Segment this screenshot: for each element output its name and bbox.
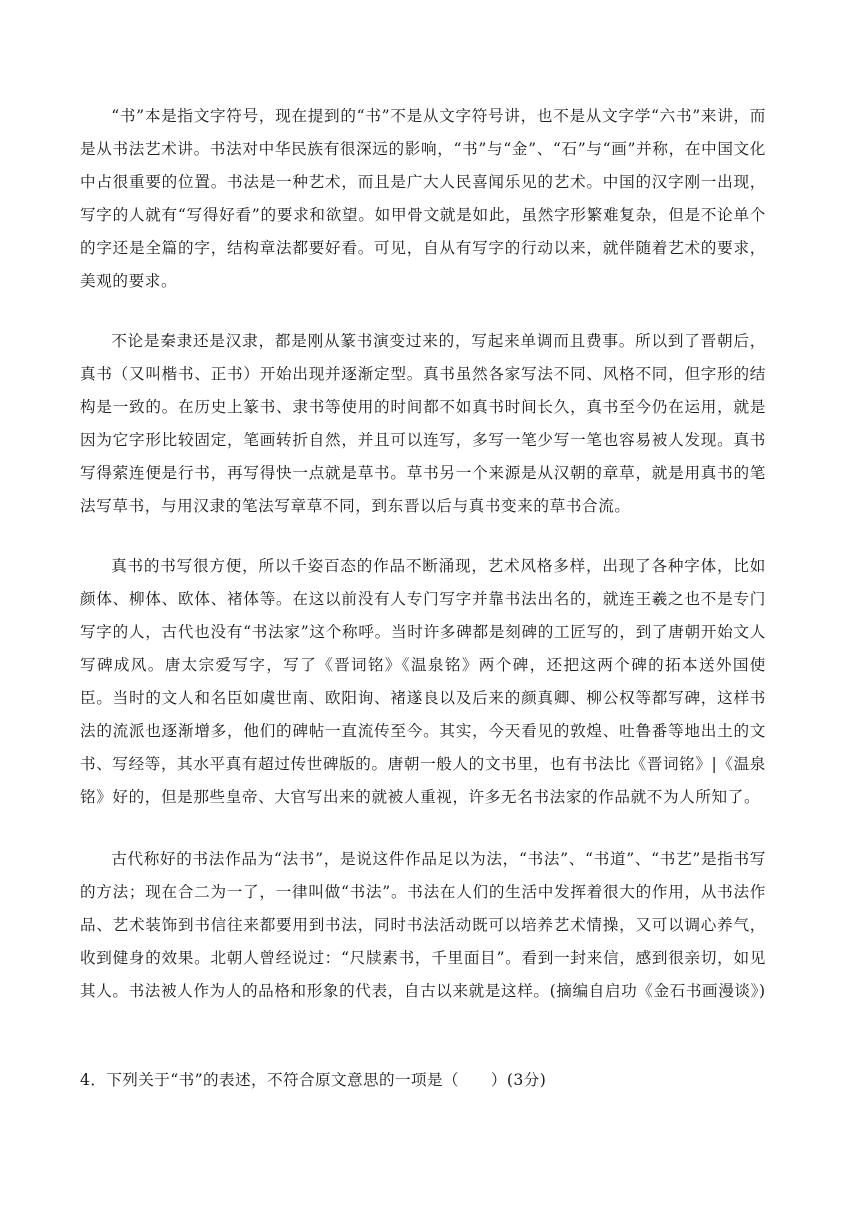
article-paragraph-2: 不论是秦隶还是汉隶，都是刚从篆书演变过来的，写起来单调而且费事。所以到了晋朝后，真书（又叫楷书、正书）开始出现并逐渐定型。真书虽然各家写法不同、风格不同，但字形的结构是一致的。在历史上篆书、隶书等使用的时间都不如真书时间长久，真书至今仍在运用，就是因为它字形比较固定，笔画转折自然，并且可以连写，多写一笔少写一笔也容易被人发现。真书写得萦连便是行书，再写得快一点就是草书。草书另一个来源是从汉朝的章草，就是用真书的笔法写草书，与用汉隶的笔法写章草不同，到东晋以后与真书变来的草书合流。 xyxy=(80,332,766,515)
article-paragraph-3: 真书的书写很方便，所以千姿百态的作品不断涌现，艺术风格多样，出现了各种字体，比如颜体、柳体、欧体、褚体等。在这以前没有人专门写字并靠书法出名的，就连王羲之也不是专门写字的人，古代也没有“书法家”这个称呼。当时许多碑都是刻碑的工匠写的，到了唐朝开始文人写碑成风。唐太宗爱写字，写了《晋词铭》《温泉铭》两个碑，还把这两个碑的拓本送外国使臣。当时的文人和名臣如虞世南、欧阳询、褚遂良以及后来的颜真卿、柳公权等都写碑，这样书法的流派也逐渐增多，他们的碑帖一直流传至今。其实，今天看见的敦煌、吐鲁番等地出土的文书、写经等，其水平真有超过传世碑版的。唐朝一般人的文书里，也有书法比《晋词铭》|《温泉铭》好的，但是那些皇帝、大官写出来的就被人重视，许多无名书法家的作品就不为人所知了。 xyxy=(80,557,766,806)
question-4: 4．下列关于“书”的表述，不符合原文意思的一项是（ ）(3分) xyxy=(80,1071,547,1089)
article-paragraph-1: “书”本是指文字符号，现在提到的“书”不是从文字符号讲，也不是从文字学“六书”来讲，而是从书法艺术讲。书法对中华民族有很深远的影响，“书”与“金”、“石”与“画”并称，在中国文化中占很重要的位置。书法是一种艺术，而且是广大人民喜闻乐见的艺术。中国的汉字刚一出现，写字的人就有“写得好看”的要求和欲望。如甲骨文就是如此，虽然字形繁难复杂，但是不论单个的字还是全篇的字，结构章法都要好看。可见，自从有写字的行动以来，就伴随着艺术的要求，美观的要求。 xyxy=(80,107,766,290)
article-paragraph-4: 古代称好的书法作品为“法书”，是说这件作品足以为法，“书法”、“书道”、“书艺”是指书写的方法；现在合二为一了，一律叫做“书法”。书法在人们的生活中发挥着很大的作用，从书法作品、艺术装饰到书信往来都要用到书法，同时书法活动既可以培养艺术情操，又可以调心养气，收到健身的效果。北朝人曾经说过：“尺牍素书，千里面目”。看到一封来信，感到很亲切，如见其人。书法被人作为人的品格和形象的代表，自古以来就是这样。(摘编自启功《金石书画漫谈》) xyxy=(80,850,766,1000)
